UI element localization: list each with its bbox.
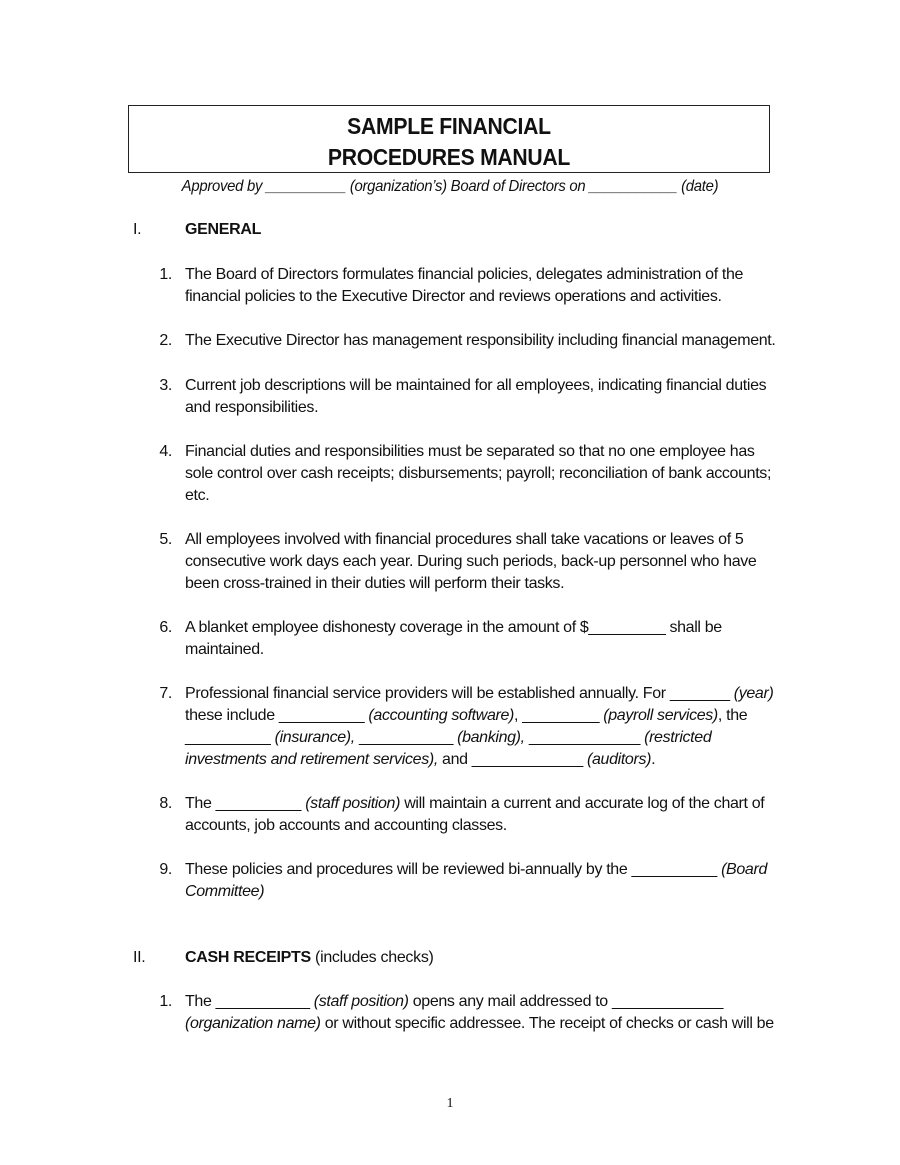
title-line-1: SAMPLE FINANCIAL — [347, 113, 551, 139]
page-number: 1 — [446, 1096, 454, 1111]
section-numeral: I. — [133, 221, 142, 238]
section-title: GENERAL — [185, 221, 262, 238]
item-number: 1. — [159, 266, 172, 283]
item-text: The Executive Director has management responsibility including financial management. — [185, 332, 776, 349]
section-title: CASH RECEIPTS (includes checks) — [185, 949, 434, 966]
item-text: A blanket employee dishonesty coverage in the amount of $_________ shall be maintained. — [185, 619, 722, 658]
item-number: 5. — [159, 531, 172, 548]
section-numeral: II. — [133, 949, 146, 966]
item-text: The Board of Directors formulates financial policies, delegates administration of the financial policies to the Executive Director and reviews operations and activities. — [185, 266, 744, 305]
item-number: 8. — [159, 795, 172, 812]
item-number: 3. — [159, 377, 172, 394]
item-text: All employees involved with financial procedures shall take vacations or leaves of 5 consecutive work days each year. During such periods, back-up personnel who have been cross-trained in their duties will perform their tasks. — [185, 531, 757, 592]
item-number: 2. — [159, 332, 172, 349]
item-number: 4. — [159, 443, 172, 460]
item-number: 6. — [159, 619, 172, 636]
item-number: 1. — [159, 993, 172, 1010]
item-text: The __________ (staff position) will maintain a current and accurate log of the chart of accounts, job accounts and accounting classes. — [185, 795, 765, 834]
title-line-2: PROCEDURES MANUAL — [327, 144, 571, 170]
item-text: The ___________ (staff position) opens any mail addressed to _____________ (organization name) or without specific addressee. The receipt of checks or cash will be — [185, 993, 774, 1032]
item-number: 7. — [159, 685, 172, 702]
title-box — [128, 105, 770, 173]
item-text: Current job descriptions will be maintained for all employees, indicating financial duties and responsibilities. — [185, 377, 767, 416]
item-text: These policies and procedures will be reviewed bi-annually by the __________ (Board Committee) — [185, 861, 768, 900]
item-text: Professional financial service providers will be established annually. For _______ (year) these include __________ (accounting software), _________ (payroll services), the __________ (insurance), ___________ (banking), _____________ (restricted investments and retirement services), and _____________ (auditors). — [185, 685, 774, 768]
item-text: Financial duties and responsibilities must be separated so that no one employee has sole control over cash receipts; disbursements; payroll; reconciliation of bank accounts; etc. — [185, 443, 772, 504]
approval-line: Approved by __________ (organization’s) Board of Directors on ___________ (date) — [181, 178, 719, 195]
item-number: 9. — [159, 861, 172, 878]
